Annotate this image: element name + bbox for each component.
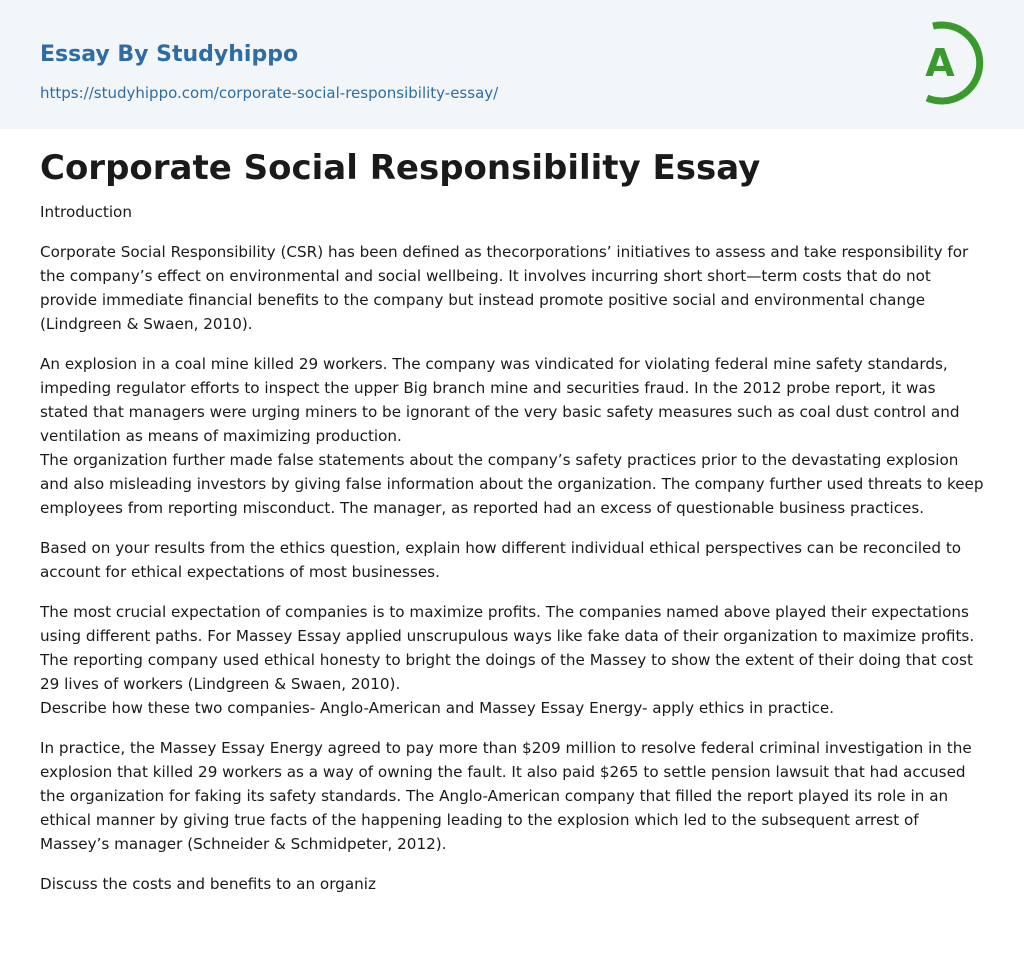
essay-url-link[interactable]: https://studyhippo.com/corporate-social-responsibility-essay/	[40, 84, 499, 102]
section-heading-introduction: Introduction	[40, 203, 132, 221]
article-title: Corporate Social Responsibility Essay	[40, 148, 761, 188]
article-paragraph: Corporate Social Responsibility (CSR) has been defined as thecorporations’ initiatives to assess and take responsibility for the company’s effect on environmental and social wellbeing. It involves incurring short short—term costs that do not provide immediate financial benefits to the company but instead promote positive social and environmental change (Lindgreen & Swaen, 2010).	[40, 243, 969, 333]
article-question: Describe how these two companies- Anglo-American and Massey Essay Energy- apply ethics in practice.	[40, 699, 835, 717]
site-header	[0, 0, 1024, 129]
article-paragraph: In practice, the Massey Essay Energy agreed to pay more than $209 million to resolve federal criminal investigation in the explosion that killed 29 workers as a way of owning the fault. It also paid $265 to settle pension lawsuit that had accused the organization for faking its safety standards. The Anglo-American company that filled the report played its role in an ethical manner by giving true facts of the happening leading to the explosion which led to the subsequent arrest of Massey’s manager (Schneider & Schmidpeter, 2012).	[40, 739, 972, 853]
article-question: Discuss the costs and benefits to an organiz	[40, 875, 376, 893]
article-paragraph: The most crucial expectation of companies is to maximize profits. The companies named above played their expectations using different paths. For Massey Essay applied unscrupulous ways like fake data of their organization to maximize profits. The reporting company used ethical honesty to bright the doings of the Massey to show the extent of their doing that cost 29 lives of workers (Lindgreen & Swaen, 2010).	[40, 603, 975, 693]
logo-letter: A	[925, 41, 955, 85]
article-paragraph: An explosion in a coal mine killed 29 workers. The company was vindicated for violating federal mine safety standards, impeding regulator efforts to inspect the upper Big branch mine and securities fraud. In the 2012 probe report, it was stated that managers were urging miners to be ignorant of the very basic safety measures such as coal dust control and ventilation as means of maximizing production.	[40, 355, 960, 445]
article	[40, 144, 984, 896]
site-brand[interactable]: Essay By Studyhippo	[40, 42, 299, 67]
article-paragraph: The organization further made false statements about the company’s safety practices prior to the devastating explosion and also misleading investors by giving false information about the organization. The company further used threats to keep employees from reporting misconduct. The manager, as reported had an excess of questionable business practices.	[40, 451, 984, 517]
studyhippo-logo-icon[interactable]	[896, 20, 986, 106]
article-question: Based on your results from the ethics question, explain how different individual ethical perspectives can be reconciled to account for ethical expectations of most businesses.	[40, 539, 962, 581]
